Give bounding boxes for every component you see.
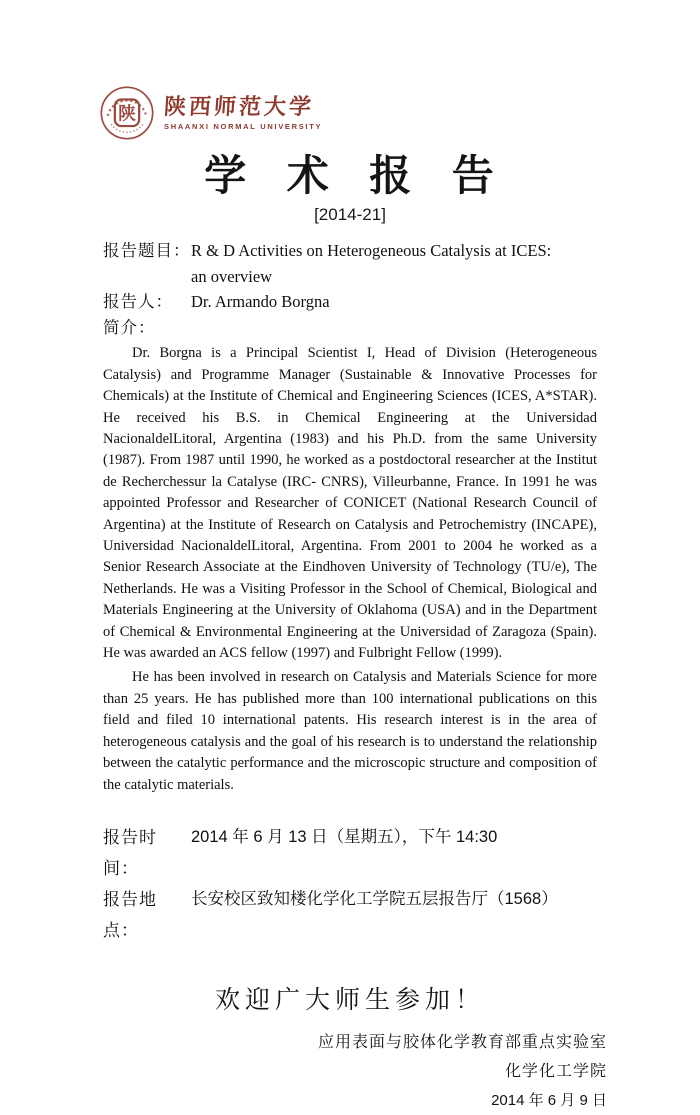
topic-label: 报告题目： [103,241,191,261]
time-row [103,822,597,884]
topic-row [103,238,597,289]
announcement-date: 2014 年 6 月 9 日 [491,1091,607,1109]
university-wordmark [164,95,322,130]
welcome-message: 欢迎广大师生参加！ [214,986,485,1014]
svg-text:陕: 陕 [118,103,136,124]
speaker-label: 报告人： [103,292,173,312]
university-logo [99,84,597,142]
place-label: 报告地点： [103,889,157,940]
time-value: 2014 年 6 月 13 日（星期五），下午 14:30 [191,827,498,846]
speaker-name: Dr. Armando Borgna [191,292,330,312]
place-row [103,884,597,946]
bio-paragraph: He has been involved in research on Catalysis and Materials Science for more than 25 years. He has published more than 100 international publications on this field and filed 10 international patents. His research interest is in the area of heterogeneous catalysis and the goal of his research is to understand the relationship between the catalytic performance and the microscopic structure and composition of the catalytic materials. [103,669,597,793]
time-label: 报告时间： [103,827,157,878]
org-name-line2: 化学化工学院 [504,1062,607,1080]
topic-value [191,238,597,289]
university-name-cn: 陕西师范大学 [163,94,315,120]
university-seal-icon [99,85,155,141]
speaker-row [103,289,597,315]
org-name-line1: 应用表面与胶体化学教育部重点实验室 [317,1033,607,1051]
bio-label: 简介： [103,317,156,337]
report-title: 学 术 报 告 [204,154,496,200]
university-name-en: SHAANXI NORMAL UNIVERSITY [164,121,323,131]
report-issue-number: [2014-21] [314,205,386,225]
bio-paragraph: Dr. Borgna is a Principal Scientist I, Head of Division (Heterogeneous Catalysis) and Programme Manager (Sustainable & Innovative Processes for Chemicals) at the Institute of Chemical and Engineering Sciences (ICES, A*STAR). He received his B.S. in Chemical Engineering at the Universidad NacionaldelLitoral, Argentina (1983) and his Ph.D. from the same University (1987). From 1987 until 1990, he worked as a postdoctoral researcher at the Institut de Recherchessur la Catalyse (IRC- CNRS), Villeurbanne, France. In 1991 he was appointed Professor and Researcher of CONICET (National Research Council of Argentina) at the Institute of Research on Catalysis and Petrochemistry (INCAPE), Universidad NacionaldelLitoral, Argentina. From 2001 to 2004 he worked as a Senior Research Associate at the Eindhoven University of Technology (TU/e), The Netherlands. He was a Visiting Professor in the School of Chemical, Biological and Materials Engineering at the University of Oklahoma (USA) and in the Department of Chemical & Environmental Engineering at the Universidad of Zaragoza (Spain). He was awarded an ACS fellow (1997) and Fulbright Fellow (1999). [103,345,597,662]
place-value: 长安校区致知楼化学化工学院五层报告厅（1568） [191,889,558,908]
bio-label-row [103,315,597,341]
signature-block [103,1028,607,1115]
topic-title-line2: an overview [191,266,273,286]
topic-title-line1: R & D Activities on Heterogeneous Catalysis at ICES: [191,241,552,261]
schedule-section [103,822,597,946]
report-meta [103,238,597,340]
